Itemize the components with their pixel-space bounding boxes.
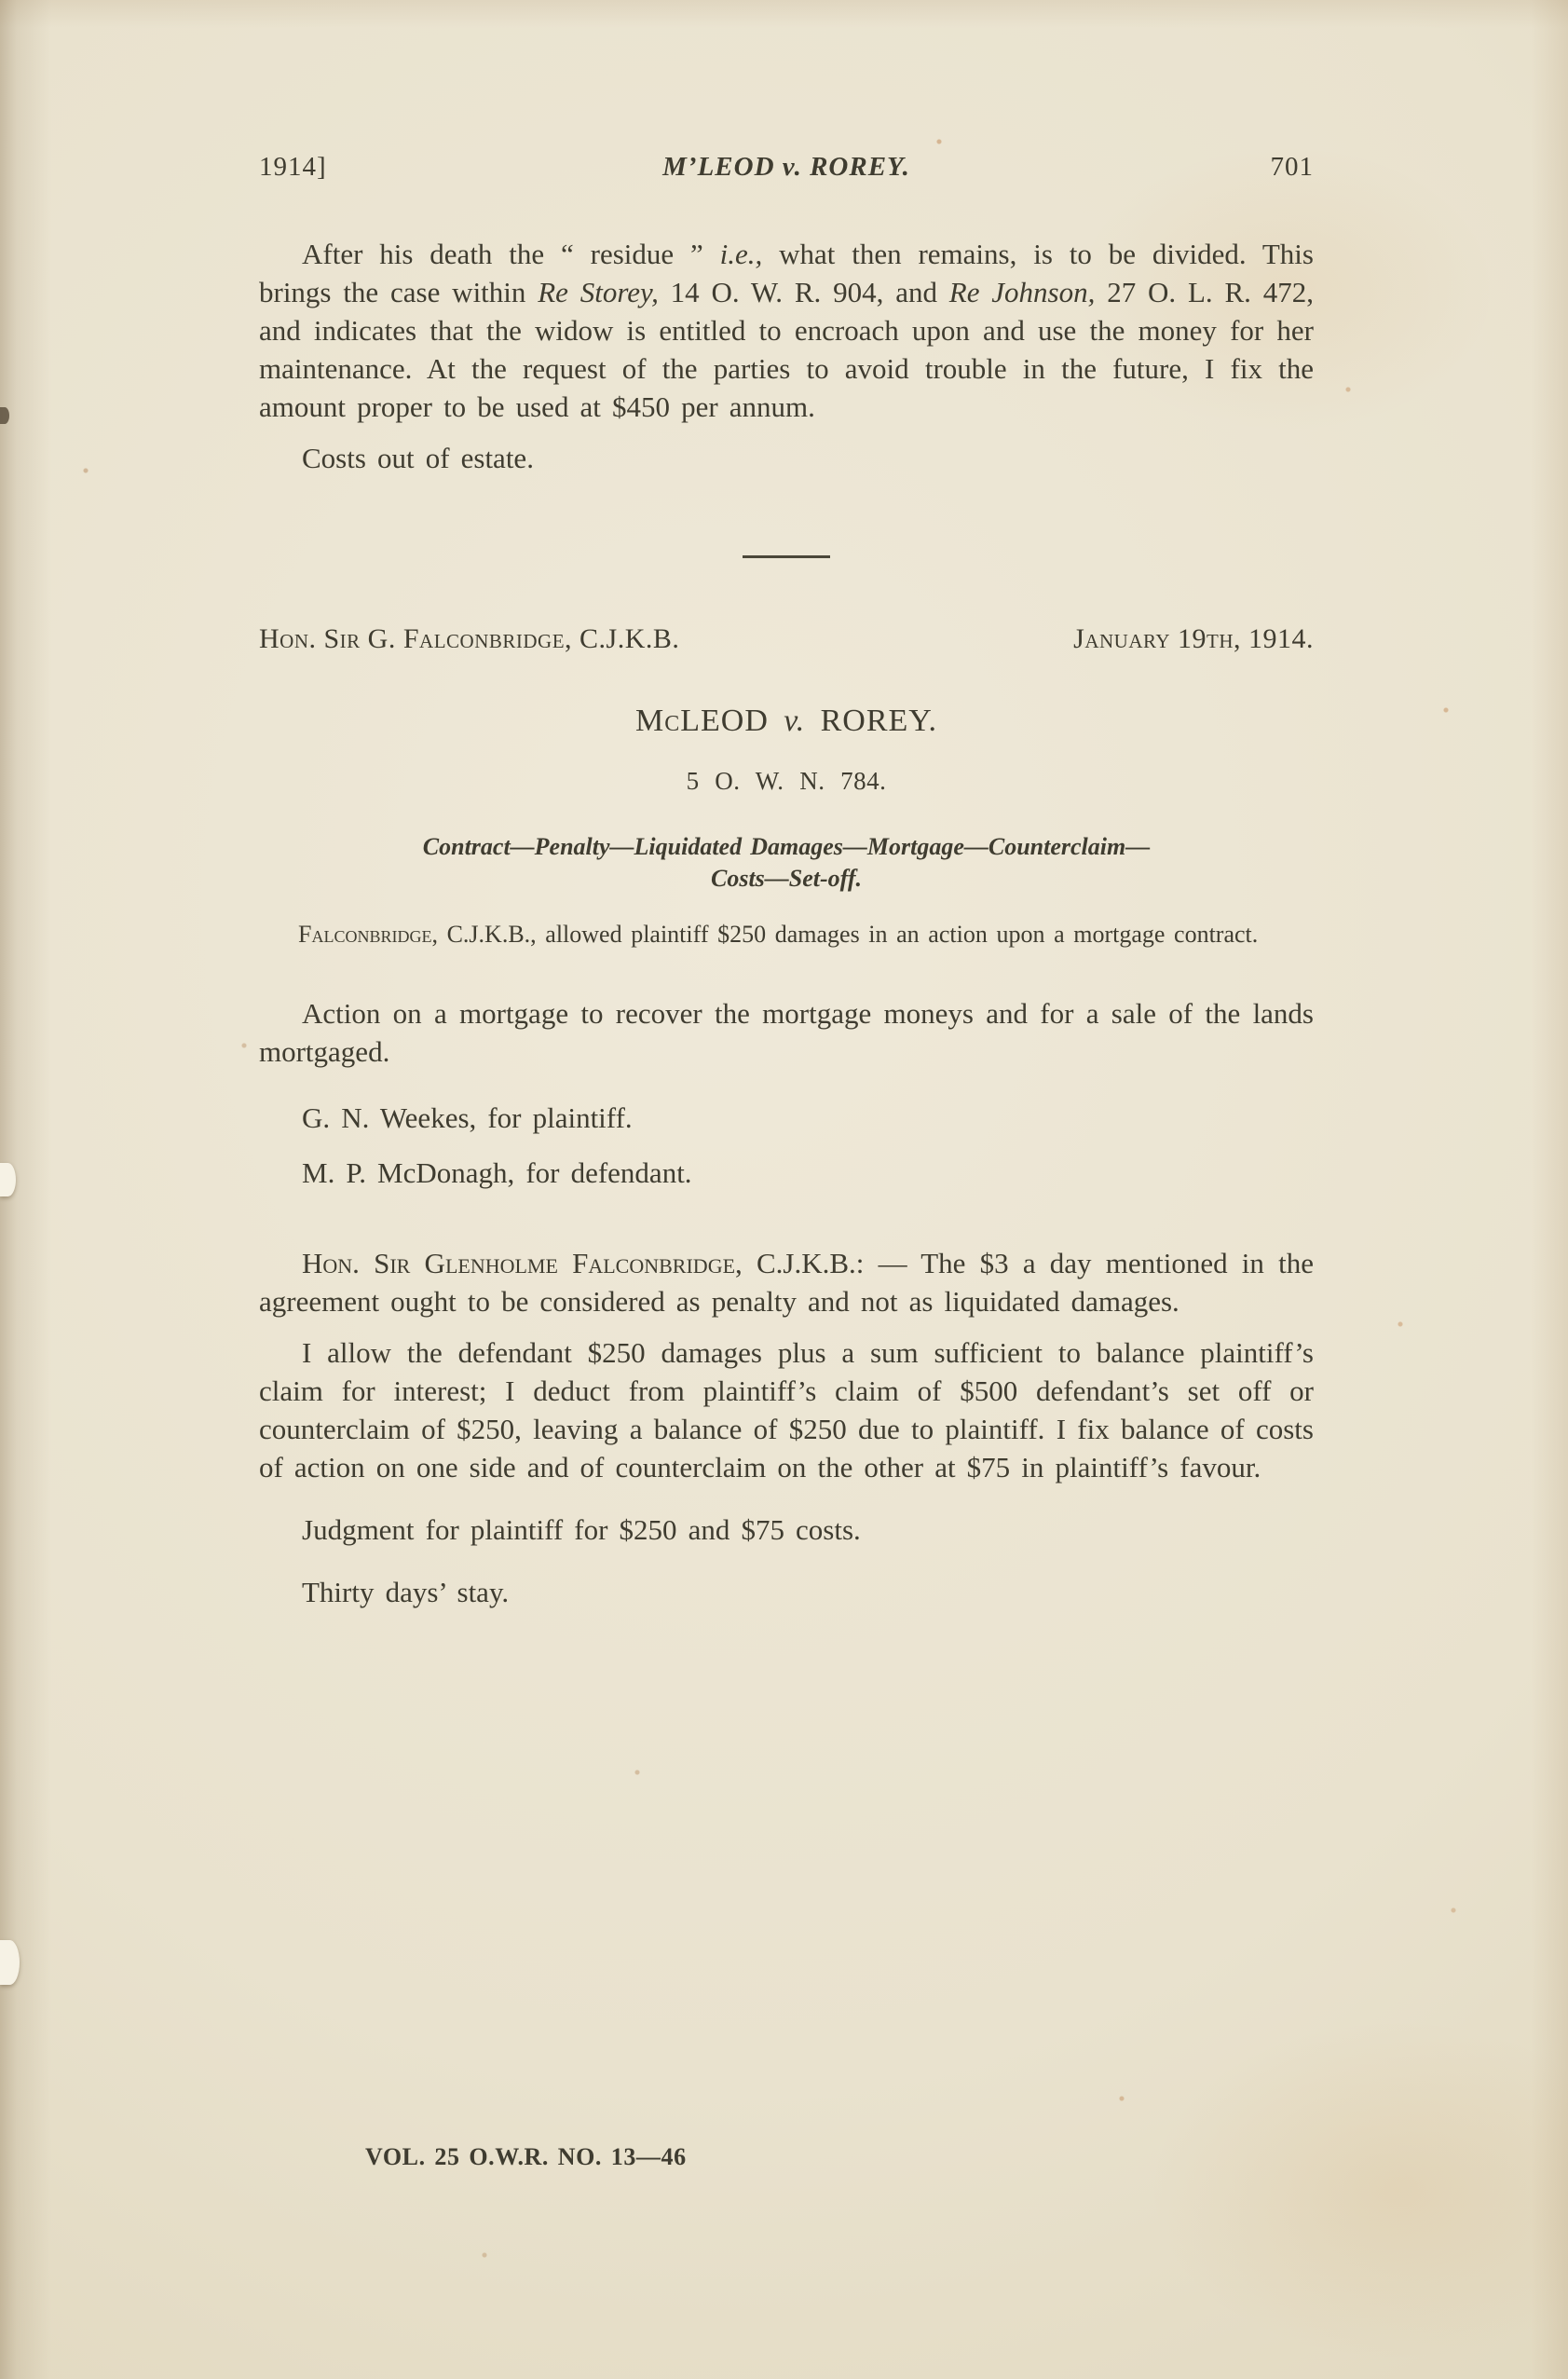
stay-paragraph: Thirty days’ stay. [302, 1576, 510, 1608]
page-header [259, 152, 1314, 183]
volume-footer: VOL. 25 O.W.R. NO. 13—46 [365, 2143, 687, 2170]
headnote-line2: Costs—Set-off. [710, 865, 863, 892]
decision-date: January 19th, 1914. [1073, 623, 1314, 654]
running-title: M’LEOD v. ROREY. [662, 152, 910, 182]
headnote [259, 831, 1314, 895]
page-content [259, 152, 1314, 1611]
page-number: 701 [1270, 152, 1314, 182]
year-label: 1914] [259, 152, 327, 182]
case-title: McLEOD v. ROREY. [635, 704, 937, 738]
citation: 5 O. W. N. 784. [686, 767, 887, 795]
judge-date-row [259, 623, 1314, 655]
judgment-paragraph: Judgment for plaintiff for $250 and $75 costs. [302, 1513, 861, 1546]
costs-paragraph: Costs out of estate. [302, 442, 534, 474]
judge-name: Hon. Sir G. Falconbridge, C.J.K.B. [259, 623, 680, 654]
versus-label: v. [784, 704, 806, 738]
binding-thread [0, 1163, 16, 1196]
damages-paragraph: I allow the defendant $250 damages plus a sum sufficient to balance plaintiff’s claim for interest; I deduct from plaintiff’s claim of $500 defendant’s set off or counterclaim of $250, leaving a balance of $250 due to plaintiff. I fix balance of costs of action on one side and of counterclaim on the other at $75 in plaintiff’s favour. [259, 1336, 1314, 1483]
holding-judge-name: Hon. Sir Glenholme Falconbridge, [302, 1247, 743, 1279]
holding-paragraph: Hon. Sir Glenholme Falconbridge, C.J.K.B.: — The $3 a day mentioned in the agreement ought to be considered as penalty and not as liquidated damages. [259, 1247, 1314, 1318]
headnote-summary: Falconbridge, C.J.K.B., allowed plaintiff $250 damages in an action upon a mortgage contract. [298, 921, 1259, 948]
case-ref-re-johnson: Re Johnson, [948, 276, 1096, 308]
case-ref-re-storey: Re Storey, [538, 276, 659, 308]
opening-paragraph: After his death the “ residue ” i.e., what then remains, is to be divided. This brings the case within Re Storey, 14 O. W. R. 904, and Re Johnson, 27 O. L. R. 472, and indicates that the widow is entitled to encroach upon and use the money for her maintenance. At the request of the parties to avoid trouble in the future, I fix the amount proper to be used at $450 per annum. [259, 238, 1314, 423]
summary-judge-name: Falconbridge, C.J.K.B., [298, 921, 537, 948]
counsel-plaintiff: G. N. Weekes, for plaintiff. [302, 1101, 633, 1134]
action-paragraph: Action on a mortgage to recover the mortgage moneys and for a sale of the lands mortgaged. [259, 997, 1314, 1068]
counsel-defendant: M. P. McDonagh, for defendant. [302, 1156, 692, 1189]
binding-thread [0, 1940, 20, 1985]
paper-blemish [0, 407, 9, 424]
section-divider [743, 555, 830, 558]
headnote-line1: Contract—Penalty—Liquidated Damages—Mortgage—Counterclaim— [422, 833, 1151, 860]
